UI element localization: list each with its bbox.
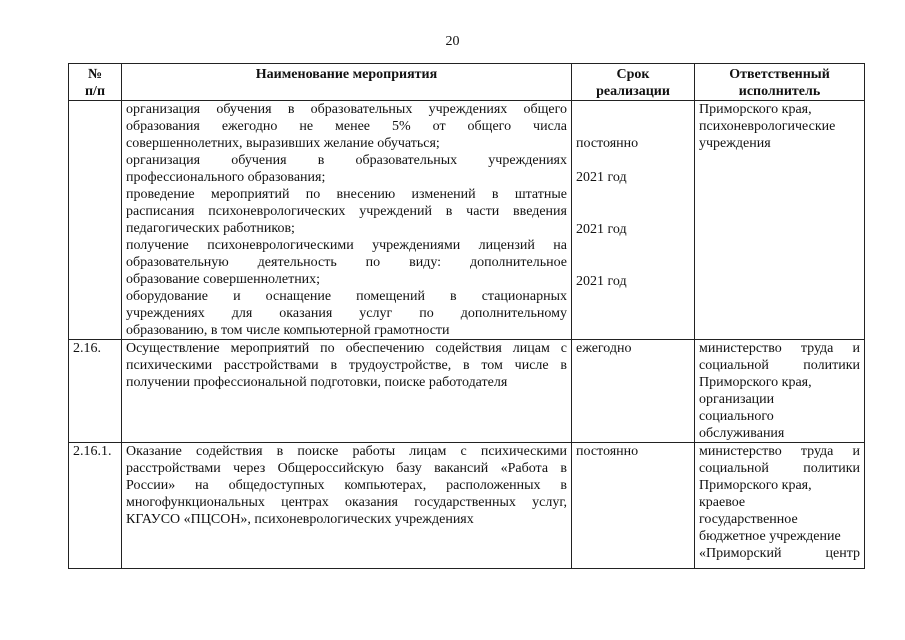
event-executor: Приморского края, психоневрологические учреждения bbox=[695, 101, 865, 340]
header-executor: Ответственный исполнитель bbox=[695, 64, 865, 101]
header-term: Срок реализации bbox=[572, 64, 695, 101]
row-number bbox=[69, 101, 122, 340]
event-name: организация обучения в образовательных учреждениях общего образования ежегодно не менее 5% от общего числа совершеннолетних, выразивших желание обучаться; организация обучения в образовательных учреждениях профессионального образования; проведение мероприятий по внесению изменений в штатные расписания психоневрологических учреждений в части введения педагогических работников; получение психоневрологическими учреждениями лицензий на образовательную деятельность по виду: дополнительное образование совершеннолетних; оборудование и оснащение помещений в стационарных учреждениях для оказания услуг по дополнительному образованию, в том числе компьютерной грамотности bbox=[122, 101, 572, 340]
table-row bbox=[69, 340, 865, 443]
event-term: ежегодно bbox=[572, 340, 695, 443]
event-term: постоянно 2021 год 2021 год 2021 год bbox=[572, 101, 695, 340]
page-number: 20 bbox=[445, 34, 460, 49]
event-term: постоянно bbox=[572, 443, 695, 569]
event-executor: министерство труда и социальной политики Приморского края, краевое государственное бюджетное учреждение «Приморский центр bbox=[695, 443, 865, 569]
event-name: Осуществление мероприятий по обеспечению содействия лицам с психическими расстройствами в трудоустройстве, в том числе в получении профессиональной подготовки, поиске работодателя bbox=[122, 340, 572, 443]
row-number: 2.16. bbox=[69, 340, 122, 443]
table-row bbox=[69, 101, 865, 340]
header-name: Наименование мероприятия bbox=[122, 64, 572, 101]
table-row bbox=[69, 443, 865, 569]
header-num: № п/п bbox=[69, 64, 122, 101]
event-executor: министерство труда и социальной политики Приморского края, организации социального обслуживания bbox=[695, 340, 865, 443]
row-number: 2.16.1. bbox=[69, 443, 122, 569]
events-table bbox=[68, 63, 865, 569]
event-name: Оказание содействия в поиске работы лицам с психическими расстройствами через Общероссийскую базу вакансий «Работа в России» на общедоступных компьютерах, расположенных в многофункциональных центрах оказания государственных услуг, КГАУСО «ПЦСОН», психоневрологических учреждениях bbox=[122, 443, 572, 569]
table-header-row bbox=[69, 64, 865, 101]
